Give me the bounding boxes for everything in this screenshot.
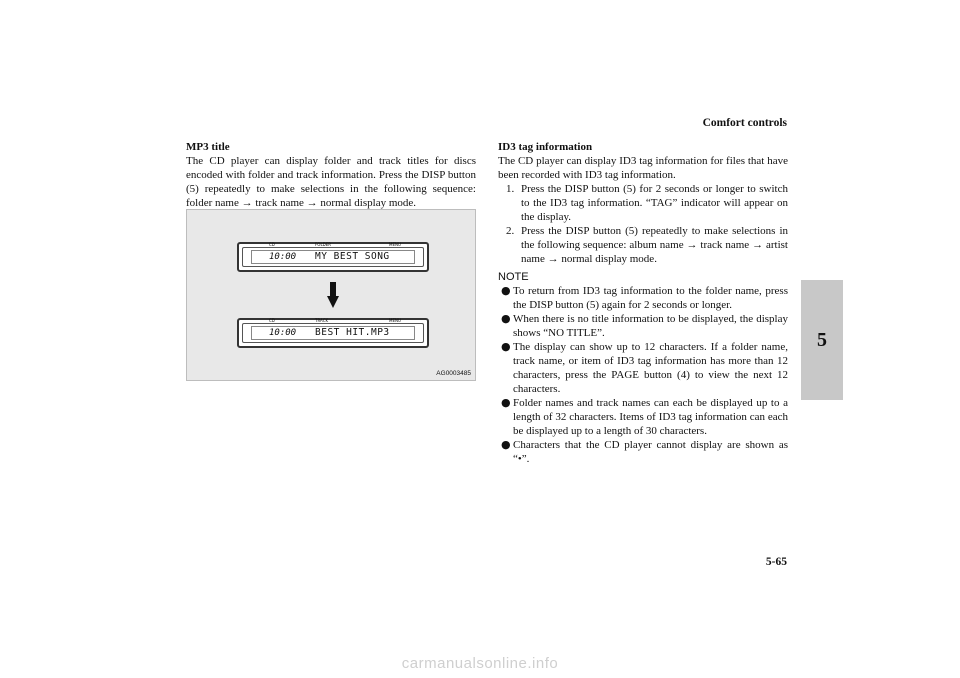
note-label: NOTE bbox=[498, 271, 529, 283]
watermark: carmanualsonline.info bbox=[401, 655, 559, 672]
down-arrow-icon bbox=[327, 282, 339, 310]
indicator-cd: CD bbox=[269, 242, 275, 247]
id3-intro: The CD player can display ID3 tag information for files that have been recorded with ID3 tag information. bbox=[498, 155, 788, 181]
note-item: ● Folder names and track names can each be displayed up to a length of 32 characters. Items of ID3 tag information can each be displayed up to a length of 30 characters. bbox=[501, 396, 788, 437]
step-item: 1. Press the DISP button (5) for 2 seconds or longer to switch to the ID3 tag information. “TAG” indicator will appear on the display. bbox=[506, 183, 788, 223]
id3-steps bbox=[498, 182, 788, 266]
chapter-tab-number: 5 bbox=[817, 328, 827, 351]
lcd-display-folder bbox=[237, 242, 429, 272]
step-item: 2. Press the DISP button (5) repeatedly to make selections in the following sequence: album name → track name → artist name → normal display mode. bbox=[506, 225, 788, 265]
note-item: ● Characters that the CD player cannot display are shown as “•”. bbox=[501, 438, 788, 465]
id3-heading: ID3 tag information bbox=[498, 141, 593, 153]
lcd-text: MY BEST SONG bbox=[315, 251, 390, 262]
lcd-clock: 10:00 bbox=[269, 328, 297, 338]
section-header: Comfort controls bbox=[702, 117, 787, 129]
chapter-tab bbox=[801, 280, 843, 400]
note-item: ● The display can show up to 12 characters. If a folder name, track name, or item of ID3 tag information has more than 12 characters, press the PAGE button (4) to view the next 12 characters. bbox=[501, 340, 788, 395]
bullet-icon: ● bbox=[501, 284, 511, 297]
right-column bbox=[498, 140, 788, 466]
indicator-cd: CD bbox=[269, 318, 275, 323]
note-item: ● To return from ID3 tag information to the folder name, press the DISP button (5) again for 2 seconds or longer. bbox=[501, 284, 788, 311]
left-column bbox=[186, 140, 476, 210]
note-list bbox=[498, 284, 788, 466]
indicator-menu: MENU bbox=[389, 318, 401, 323]
bullet-icon: ● bbox=[501, 312, 511, 325]
bullet-icon: ● bbox=[501, 396, 511, 409]
display-illustration bbox=[186, 209, 476, 381]
lcd-text: BEST HIT.MP3 bbox=[315, 327, 390, 338]
indicator-track: TRACK bbox=[315, 318, 329, 323]
lcd-display-track bbox=[237, 318, 429, 348]
indicator-folder: FOLDER bbox=[315, 242, 332, 247]
bullet-icon: ● bbox=[501, 438, 511, 451]
indicator-menu: MENU bbox=[389, 242, 401, 247]
mp3-title-heading: MP3 title bbox=[186, 141, 230, 153]
lcd-clock: 10:00 bbox=[269, 252, 297, 262]
figure-id: AG0003485 bbox=[436, 370, 471, 377]
bullet-icon: ● bbox=[501, 340, 511, 353]
mp3-title-body: The CD player can display folder and track titles for discs encoded with folder and track information. Press the DISP button (5) repeatedly to make selections in the following sequence: folder name → track name → normal display mode. bbox=[186, 155, 476, 209]
note-item: ● When there is no title information to be displayed, the display shows “NO TITLE”. bbox=[501, 312, 788, 339]
page-number: 5-65 bbox=[765, 556, 787, 568]
